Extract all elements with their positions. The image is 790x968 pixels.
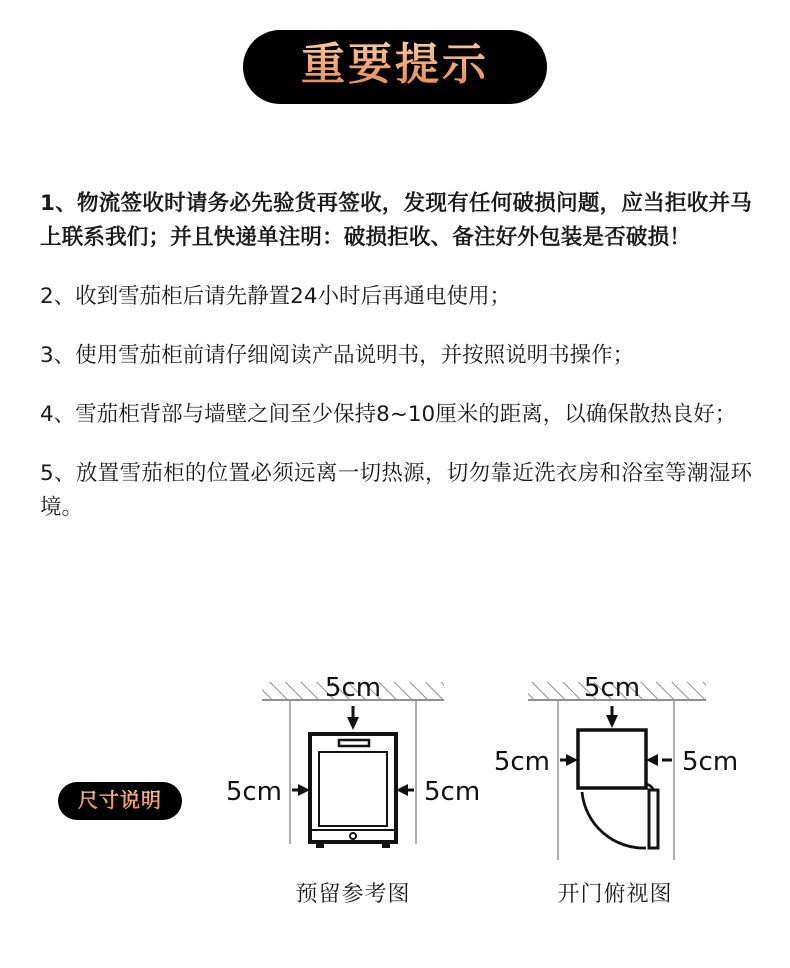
- front-view-left-label: 5cm: [228, 777, 282, 807]
- opened-door-panel: [649, 790, 658, 848]
- cabinet-foot-left: [316, 842, 324, 848]
- front-view-diagram: [228, 672, 478, 907]
- door-swing-arc: [582, 792, 646, 848]
- cabinet-glass-door: [319, 752, 387, 826]
- top-view-svg: [490, 672, 740, 872]
- top-view-diagram: [490, 672, 740, 907]
- front-view-svg: [228, 672, 478, 872]
- page-header: [0, 0, 790, 104]
- cabinet-display-strip: [339, 740, 369, 746]
- cabinet-foot-right: [382, 842, 390, 848]
- top-view-left-label: 5cm: [493, 747, 550, 777]
- notice-item-5: 5、放置雪茄柜的位置必须远离一切热源，切勿靠近洗衣房和浴室等潮湿环境。: [40, 460, 752, 521]
- top-clearance-arrow-head: [606, 715, 618, 728]
- notice-item-2: 2、收到雪茄柜后请先静置24小时后再通电使用；: [40, 284, 512, 310]
- cabinet-footprint: [578, 730, 646, 788]
- right-clearance-arrow-head: [646, 754, 658, 766]
- front-view-caption: 预留参考图: [295, 882, 411, 907]
- front-view-top-label: 5cm: [324, 673, 382, 703]
- page-title: 重要提示: [301, 39, 489, 90]
- notice-item-1: 1、物流签收时请务必先验货再签收，发现有任何破损问题，应当拒收并马上联系我们；并且快递单注明：破损拒收、备注好外包装是否破损！: [40, 190, 752, 251]
- dimension-diagram-section: [0, 672, 790, 932]
- notice-list: [40, 165, 752, 550]
- size-description-badge: [58, 782, 182, 820]
- top-view-top-label: 5cm: [583, 673, 641, 703]
- left-clearance-arrow-head: [566, 754, 578, 766]
- cabinet-knob-icon: [350, 833, 356, 839]
- notice-item-3: 3、使用雪茄柜前请仔细阅读产品说明书，并按照说明书操作；: [40, 342, 635, 368]
- top-view-caption: 开门俯视图: [557, 882, 673, 907]
- front-view-right-label: 5cm: [424, 777, 478, 807]
- notice-item-4: 4、雪茄柜背部与墙壁之间至少保持8~10厘米的距离，以确保散热良好；: [40, 401, 737, 427]
- important-notice-badge: [243, 30, 547, 104]
- top-view-right-label: 5cm: [682, 747, 739, 777]
- size-description-label: 尺寸说明: [78, 788, 162, 812]
- top-clearance-arrow-head: [347, 717, 359, 730]
